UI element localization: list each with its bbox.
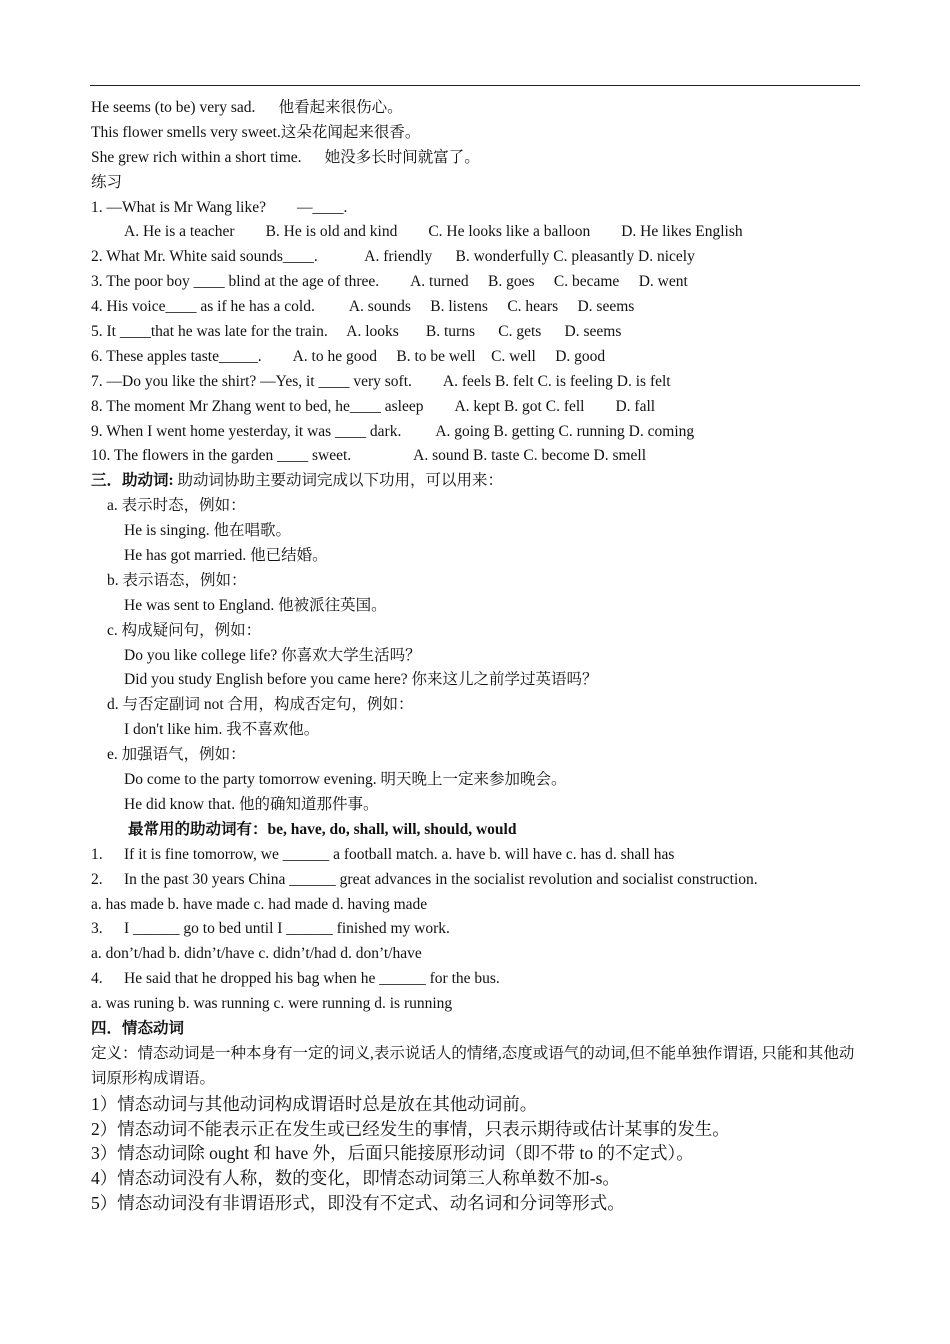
- section-3-title: 三．助动词:: [91, 472, 174, 490]
- exercise-question: [91, 917, 863, 942]
- exercise-text: If it is fine tomorrow, we ______ a football match. a. have b. will have c. has d. shall has: [124, 845, 675, 863]
- modal-point: 3）情态动词除 ought 和 have 外，后面只能接原形动词（即不带 to 的不定式）。: [91, 1143, 694, 1164]
- exercise-options: a. has made b. have made c. had made d. having made: [91, 895, 428, 913]
- exercise-number: 1.: [91, 845, 103, 863]
- modal-point: 2）情态动词不能表示正在发生或已经发生的事情，只表示期待或估计某事的发生。: [91, 1118, 730, 1139]
- practice-question: 10. The flowers in the garden ____ sweet. A. sound B. taste C. become D. smell: [91, 447, 647, 465]
- usage-example: I don't like him. 我不喜欢他。: [124, 721, 320, 739]
- usage-example: Do come to the party tomorrow evening. 明天晚上一定来参加晚会。: [124, 771, 567, 789]
- practice-question: 2. What Mr. White said sounds____. A. friendly B. wonderfully C. pleasantly D. nicely: [91, 248, 695, 266]
- practice-question: 8. The moment Mr Zhang went to bed, he____ asleep A. kept B. got C. fell D. fall: [91, 397, 656, 415]
- section-3-desc: 助动词协助主要动词完成以下功用，可以用来：: [173, 472, 504, 490]
- modal-point: 4）情态动词没有人称，数的变化，即情态动词第三人称单数不加-s。: [91, 1168, 620, 1189]
- practice-question: 9. When I went home yesterday, it was ____ dark. A. going B. getting C. running D. coming: [91, 422, 695, 440]
- example-line: This flower smells very sweet.这朵花闻起来很香。: [91, 123, 421, 141]
- exercise-number: 2.: [91, 870, 103, 888]
- exercise-options: a. don’t/had b. didn’t/have c. didn’t/had d. don’t/have: [91, 945, 422, 963]
- practice-question: 7. —Do you like the shirt? —Yes, it ____ very soft. A. feels B. felt C. is feeling D. is felt: [91, 372, 671, 390]
- exercise-question: [91, 843, 863, 868]
- usage-label: c. 构成疑问句，例如：: [107, 621, 262, 639]
- usage-example: Do you like college life? 你喜欢大学生活吗？: [124, 646, 421, 664]
- document-body: [91, 96, 863, 1216]
- exercise-text: I ______ go to bed until I ______ finished my work.: [124, 920, 450, 938]
- practice-question: 6. These apples taste_____. A. to he good B. to be well C. well D. good: [91, 347, 606, 365]
- usage-example: He has got married. 他已结婚。: [124, 547, 328, 565]
- practice-question: 4. His voice____ as if he has a cold. A. sounds B. listens C. hears D. seems: [91, 298, 635, 316]
- example-line: He seems (to be) very sad. 他看起来很伤心。: [91, 99, 403, 116]
- modal-point: 5）情态动词没有非谓语形式，即没有不定式、动名词和分词等形式。: [91, 1193, 625, 1214]
- example-line: She grew rich within a short time. 她没多长时间就富了。: [91, 148, 480, 166]
- section-4-title: 四．情态动词: [91, 1019, 185, 1037]
- practice-title: 练习: [91, 173, 123, 191]
- common-auxiliaries: 最常用的助动词有：be, have, do, shall, will, should, would: [128, 820, 517, 838]
- header-rule: [90, 85, 860, 86]
- practice-question: 3. The poor boy ____ blind at the age of three. A. turned B. goes C. became D. went: [91, 273, 688, 291]
- practice-question: 5. It ____that he was late for the train. A. looks B. turns C. gets D. seems: [91, 323, 622, 341]
- usage-example: He is singing. 他在唱歌。: [124, 522, 292, 540]
- exercise-number: 3.: [91, 920, 103, 938]
- usage-example: Did you study English before you came here? 你来这儿之前学过英语吗？: [124, 671, 598, 689]
- exercise-text: In the past 30 years China ______ great advances in the socialist revolution and socialist construction.: [124, 870, 758, 888]
- exercise-options: a. was runing b. was running c. were running d. is running: [91, 995, 453, 1013]
- exercise-question: [91, 967, 863, 992]
- usage-label: d. 与否定副词 not 合用，构成否定句，例如：: [107, 696, 414, 714]
- exercise-number: 4.: [91, 970, 103, 988]
- usage-label: a. 表示时态，例如：: [107, 497, 246, 515]
- section-4-definition: 定义：情态动词是一种本身有一定的词义,表示说话人的情绪,态度或语气的动词,但不能单独作谓语, 只能和其他动词原形构成谓语。: [91, 1044, 855, 1087]
- exercise-question: [91, 868, 863, 893]
- exercise-text: He said that he dropped his bag when he ______ for the bus.: [124, 970, 500, 988]
- modal-point: 1）情态动词与其他动词构成谓语时总是放在其他动词前。: [91, 1093, 538, 1114]
- usage-example: He did know that. 他的确知道那件事。: [124, 795, 379, 813]
- section-3-heading: [91, 469, 863, 494]
- usage-label: b. 表示语态，例如：: [107, 571, 247, 589]
- usage-example: He was sent to England. 他被派往英国。: [124, 596, 387, 614]
- practice-question: 1. —What is Mr Wang like? —____.: [91, 198, 348, 216]
- practice-options: A. He is a teacher B. He is old and kind C. He looks like a balloon D. He likes English: [124, 223, 743, 241]
- usage-label: e. 加强语气，例如：: [107, 746, 246, 764]
